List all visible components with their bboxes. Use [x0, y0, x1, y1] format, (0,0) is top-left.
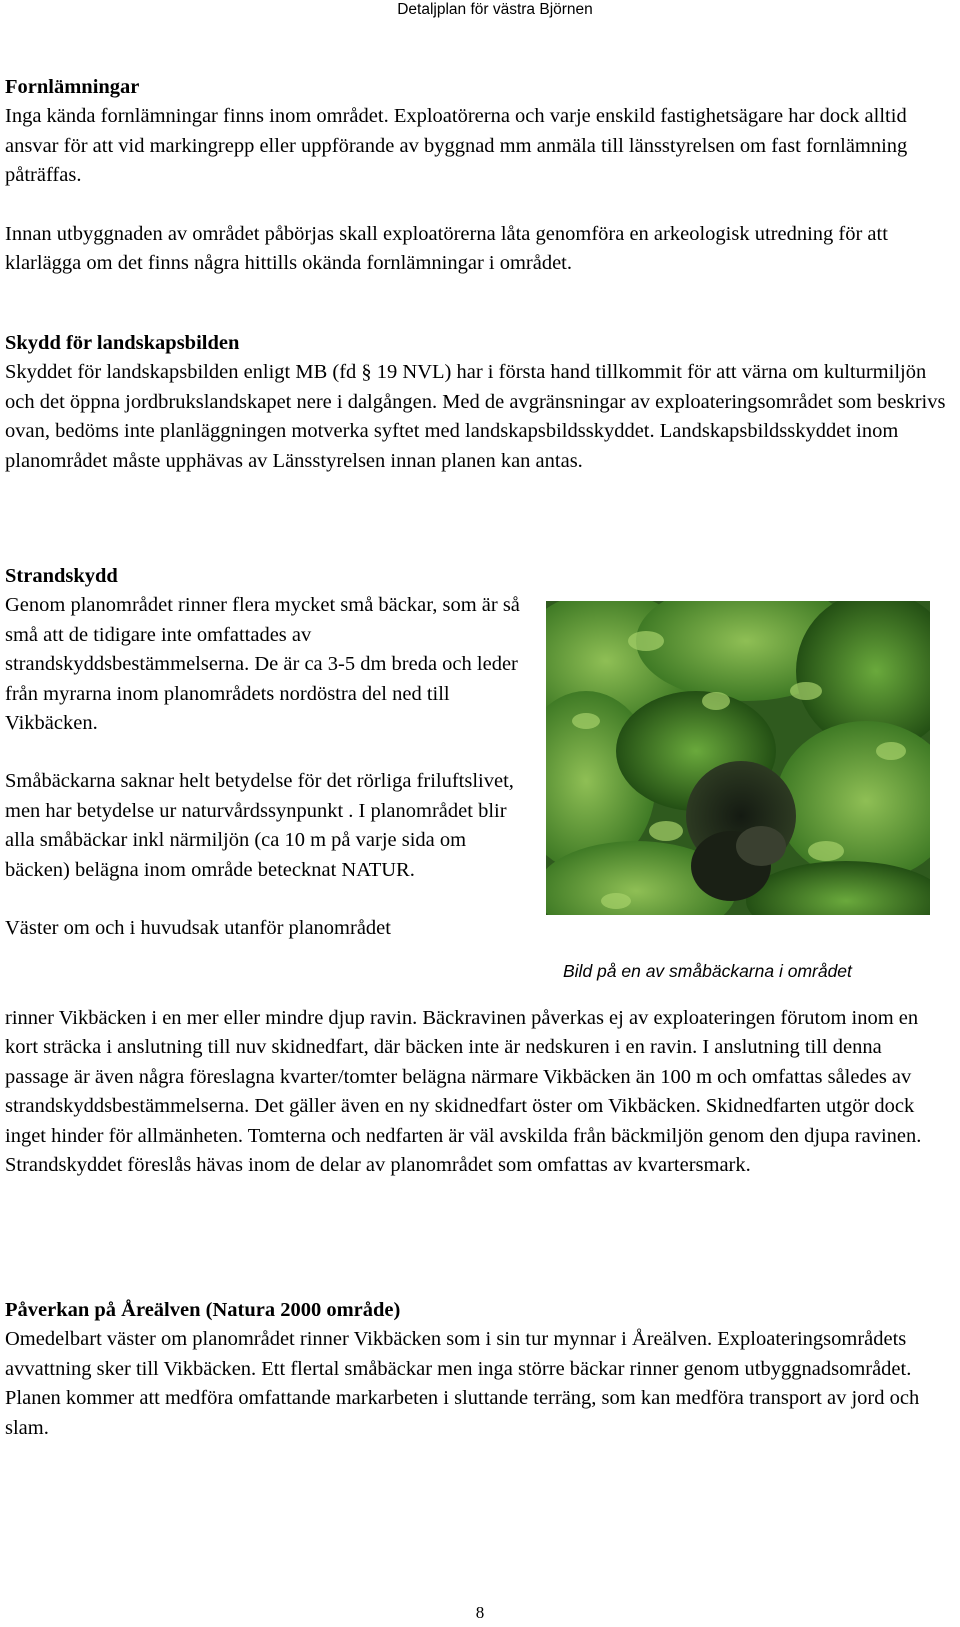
paragraph: Inga kända fornlämningar finns inom området. Exploatörerna och varje enskild fastighetsägare har dock alltid ansvar för att vid markingrepp eller uppförande av byggnad mm anmäla till länsstyrelsen om fast fornlämning påträffas.	[5, 105, 908, 187]
document-title: Detaljplan för västra Björnen	[397, 1, 593, 18]
photo-caption: Bild på en av småbäckarna i området	[563, 961, 852, 981]
section-fornlamningar	[5, 73, 950, 278]
section-heading: Strandskydd	[5, 565, 118, 587]
paragraph: Skyddet för landskapsbilden enligt MB (fd § 19 NVL) har i första hand tillkommit för att värna om kulturmiljön och det öppna jordbrukslandskapet nere i dalgången. Med de avgränsningar av exploateringsområdet som beskrivs ovan, bedöms inte planläggningen motverka syftet med landskapsbildsskyddet. Landskapsbildsskyddet inom planområdet måste upphävas av Länsstyrelsen innan planen kan antas.	[5, 361, 946, 472]
paragraph-intro: Väster om och i huvudsak utanför planområdet	[5, 917, 391, 940]
section-strandskydd	[5, 562, 530, 943]
paragraph: rinner Vikbäcken i en mer eller mindre djup ravin. Bäckravinen påverkas ej av exploateringen förutom inom en kort sträcka i anslutning till nuv skidnedfart, där bäcken inte är nedskuren i en ravin. I anslutning till denna passage är även några föreslagna kvarter/tomter belägna närmare Vikbäcken än 100 m och omfattas således av strandskyddsbestämmelserna. Det gäller även en ny skidnedfart öster om Vikbäcken. Skidnedfarten utgör dock inget hinder för allmänheten. Tomterna och nedfarten är väl avskilda från bäckmiljön genom den djupa ravinen. Strandskyddet föreslås hävas inom de delar av planområdet som omfattas av kvartersmark.	[5, 1007, 922, 1177]
paragraph: Omedelbart väster om planområdet rinner Vikbäcken som i sin tur mynnar i Åreälven. Exploateringsområdets avvattning sker till Vikbäcken. Ett flertal småbäckar men inga större bäckar rinner genom utbyggnadsområdet. Planen kommer att medföra omfattande markarbeten i sluttande terräng, som kan medföra transport av jord och slam.	[5, 1328, 920, 1439]
creek-photo-image	[546, 601, 930, 915]
paragraph: Genom planområdet rinner flera mycket små bäckar, som är så små att de tidigare inte omfattades av strandskyddsbestämmelserna. De är ca 3-5 dm breda och leder från myrarna inom planområdets nordöstra del ned till Vikbäcken.	[5, 594, 520, 735]
section-strandskydd-continued	[5, 1004, 950, 1180]
section-heading: Skydd för landskapsbilden	[5, 332, 240, 354]
paragraph: Innan utbyggnaden av området påbörjas skall exploatörerna låta genomföra en arkeologisk utredning för att klarlägga om det finns några hittills okända fornlämningar i området.	[5, 222, 888, 275]
page-number: 8	[475, 1603, 485, 1622]
section-heading: Påverkan på Åreälven (Natura 2000 område)	[5, 1299, 401, 1321]
section-paverkan-arealven	[5, 1296, 950, 1443]
section-skydd-landskapsbild	[5, 329, 950, 476]
page-header	[0, 0, 960, 20]
creek-photo	[546, 601, 930, 915]
paragraph: Småbäckarna saknar helt betydelse för det rörliga friluftslivet, men har betydelse ur naturvårdssynpunkt . I planområdet blir alla småbäckar inkl närmiljön (ca 10 m på varje sida om bäcken) belägna inom område betecknat NATUR.	[5, 770, 514, 881]
section-heading: Fornlämningar	[5, 76, 140, 98]
